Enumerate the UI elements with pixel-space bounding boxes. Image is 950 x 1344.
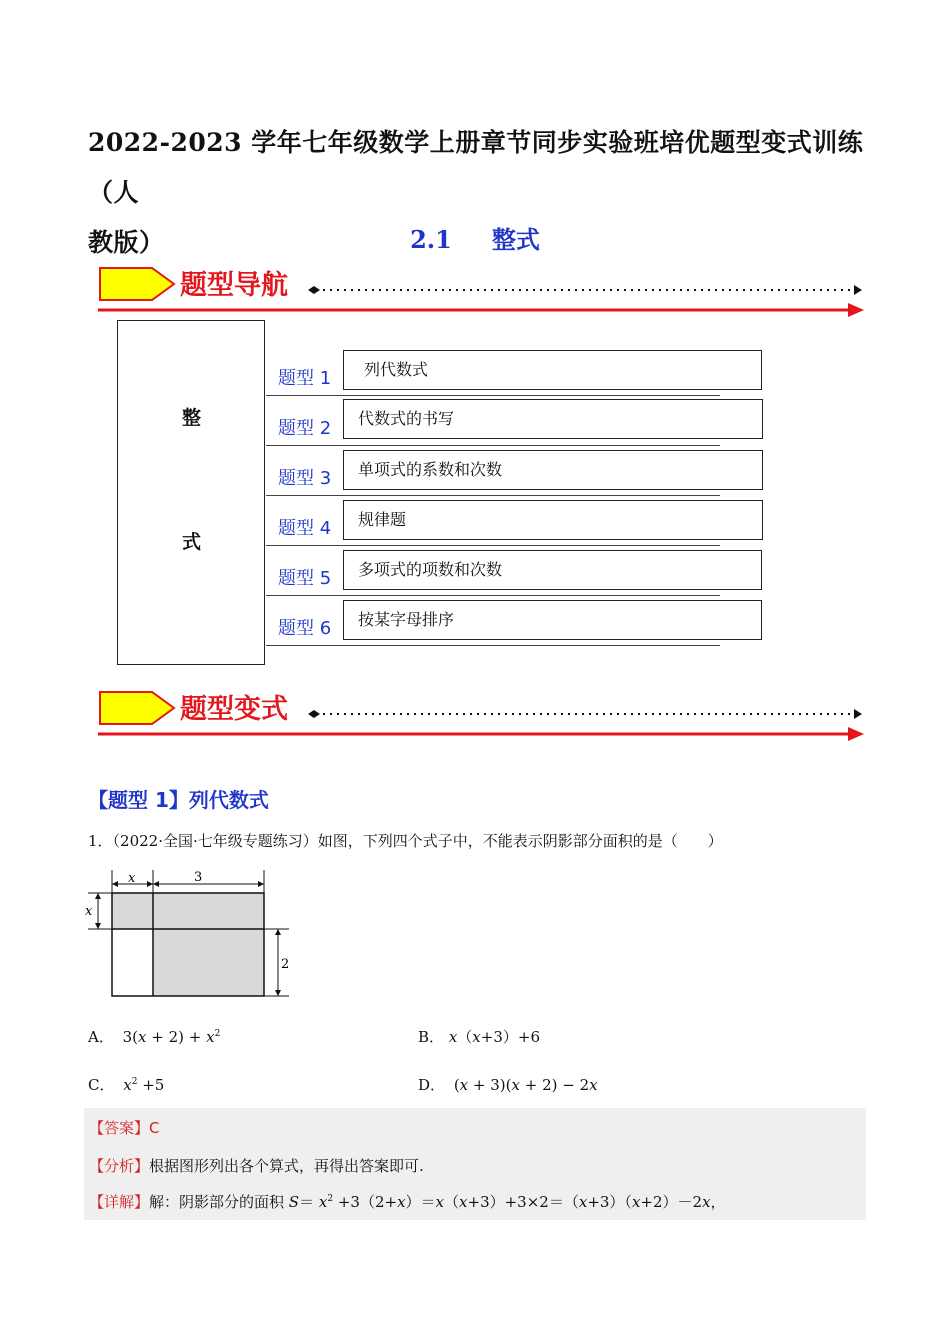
answer-value: C	[149, 1119, 160, 1137]
option-a: A． $3(x + 2) + x^2$	[88, 1028, 221, 1046]
option-c: C． $x^2 +5$	[88, 1076, 165, 1094]
detail-tag: 【详解】	[89, 1193, 150, 1211]
variations-banner-title: 题型变式	[180, 694, 288, 725]
analysis-text: 根据图形列出各个算式，再得出答案即可.	[149, 1157, 424, 1175]
option-b: B． x（x+3）+6	[418, 1028, 540, 1046]
detail-row: 【详解】解：阴影部分的面积 $S= x^2 +3(2+x)=x(x+3)+3\times 2=(x+3)(x+2)-2x$，	[84, 1182, 866, 1220]
question-type-heading: 【题型 1】列代数式	[88, 788, 269, 812]
section-title	[0, 220, 950, 255]
figure-label-2: 2	[281, 957, 290, 972]
type-label-3: 题型 3	[278, 468, 332, 489]
type-box-4: 规律题	[343, 500, 763, 540]
option-d: D． (x + 3)(x + 2) − 2x	[418, 1076, 598, 1094]
tree-divider	[266, 495, 720, 496]
document-title-line2: 教版）	[88, 228, 165, 257]
type-label-6: 题型 6	[278, 618, 332, 639]
option-b-letter: B．	[418, 1028, 445, 1046]
type-box-2: 代数式的书写	[343, 399, 763, 439]
type-box-1: 列代数式	[343, 350, 762, 390]
figure-label-x-left: x	[85, 904, 93, 919]
figure-label-x-top: x	[128, 871, 136, 886]
type-box-3: 单项式的系数和次数	[343, 450, 763, 490]
type-box-6: 按某字母排序	[343, 600, 762, 640]
tree-root-box	[117, 320, 265, 665]
type-label-2: 题型 2	[278, 418, 332, 439]
tree-divider	[266, 645, 720, 646]
answer-row	[84, 1108, 866, 1146]
option-a-letter: A．	[88, 1028, 114, 1046]
detail-prefix: 解：阴影部分的面积	[149, 1193, 289, 1211]
navigation-banner	[96, 266, 871, 318]
section-number: 2.1	[410, 225, 452, 254]
type-label-5: 题型 5	[278, 568, 332, 589]
tree-root-char-2: 式	[182, 531, 202, 553]
option-d-letter: D．	[418, 1076, 446, 1094]
figure-label-3: 3	[194, 870, 203, 885]
navigation-banner-title: 题型导航	[180, 270, 288, 301]
answer-tag: 【答案】	[89, 1119, 150, 1137]
type-label-1: 题型 1	[278, 368, 332, 389]
area-figure	[84, 866, 294, 1002]
tree-divider	[266, 595, 720, 596]
tree-divider	[266, 545, 720, 546]
option-c-letter: C．	[88, 1076, 115, 1094]
tree-divider	[266, 395, 720, 396]
tree-root-char-1: 整	[182, 407, 202, 429]
type-box-5: 多项式的项数和次数	[343, 550, 762, 590]
tree-divider	[266, 445, 720, 446]
section-name: 整式	[491, 225, 540, 254]
document-title-line1: 2022-2023 学年七年级数学上册章节同步实验班培优题型变式训练（人	[88, 128, 864, 207]
question-text: 1．（2022·全国·七年级专题练习）如图，下列四个式子中，不能表示阴影部分面积的是（ ）	[88, 832, 723, 850]
analysis-row	[84, 1146, 866, 1182]
analysis-tag: 【分析】	[89, 1157, 150, 1175]
type-label-4: 题型 4	[278, 518, 332, 539]
variations-banner	[96, 690, 871, 742]
